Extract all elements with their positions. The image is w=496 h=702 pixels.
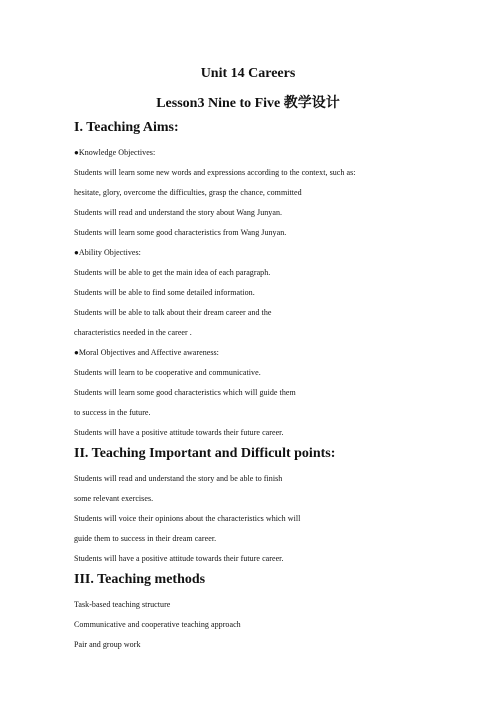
paragraph-line: Pair and group work: [74, 640, 141, 649]
section-heading-teaching-aims: I. Teaching Aims:: [74, 120, 179, 135]
paragraph-line: Students will be able to talk about their dream career and the: [74, 308, 272, 317]
paragraph-line: Students will read and understand the story and be able to finish: [74, 474, 283, 483]
paragraph-line: Students will have a positive attitude towards their future career.: [74, 428, 284, 437]
paragraph-line: some relevant exercises.: [74, 494, 154, 503]
document-title: Unit 14 Careers: [200, 66, 296, 81]
paragraph-line: Students will voice their opinions about the characteristics which will: [74, 514, 301, 523]
paragraph-line: ●Moral Objectives and Affective awareness:: [74, 348, 219, 357]
section-heading-important-points: II. Teaching Important and Difficult points:: [74, 446, 336, 461]
paragraph-line: Students will have a positive attitude towards their future career.: [74, 554, 284, 563]
paragraph-line: characteristics needed in the career .: [74, 328, 192, 337]
paragraph-line: Students will learn to be cooperative and communicative.: [74, 368, 261, 377]
paragraph-line: Students will learn some new words and expressions according to the context, such as:: [74, 168, 356, 177]
paragraph-line: guide them to success in their dream career.: [74, 534, 217, 543]
paragraph-line: Students will learn some good characteristics which will guide them: [74, 388, 296, 397]
paragraph-line: Students will be able to get the main idea of each paragraph.: [74, 268, 271, 277]
paragraph-line: Students will read and understand the story about Wang Junyan.: [74, 208, 283, 217]
paragraph-line: Students will be able to find some detailed information.: [74, 288, 255, 297]
paragraph-line: ●Knowledge Objectives:: [74, 148, 156, 157]
paragraph-line: ●Ability Objectives:: [74, 248, 141, 257]
paragraph-line: Students will learn some good characteristics from Wang Junyan.: [74, 228, 287, 237]
section-heading-teaching-methods: III. Teaching methods: [74, 572, 206, 587]
paragraph-line: hesitate, glory, overcome the difficulties, grasp the chance, committed: [74, 188, 302, 197]
lesson-title: Lesson3 Nine to Five 教学设计: [156, 96, 340, 111]
paragraph-line: to success in the future.: [74, 408, 151, 417]
paragraph-line: Communicative and cooperative teaching approach: [74, 620, 241, 629]
paragraph-line: Task-based teaching structure: [74, 600, 171, 609]
